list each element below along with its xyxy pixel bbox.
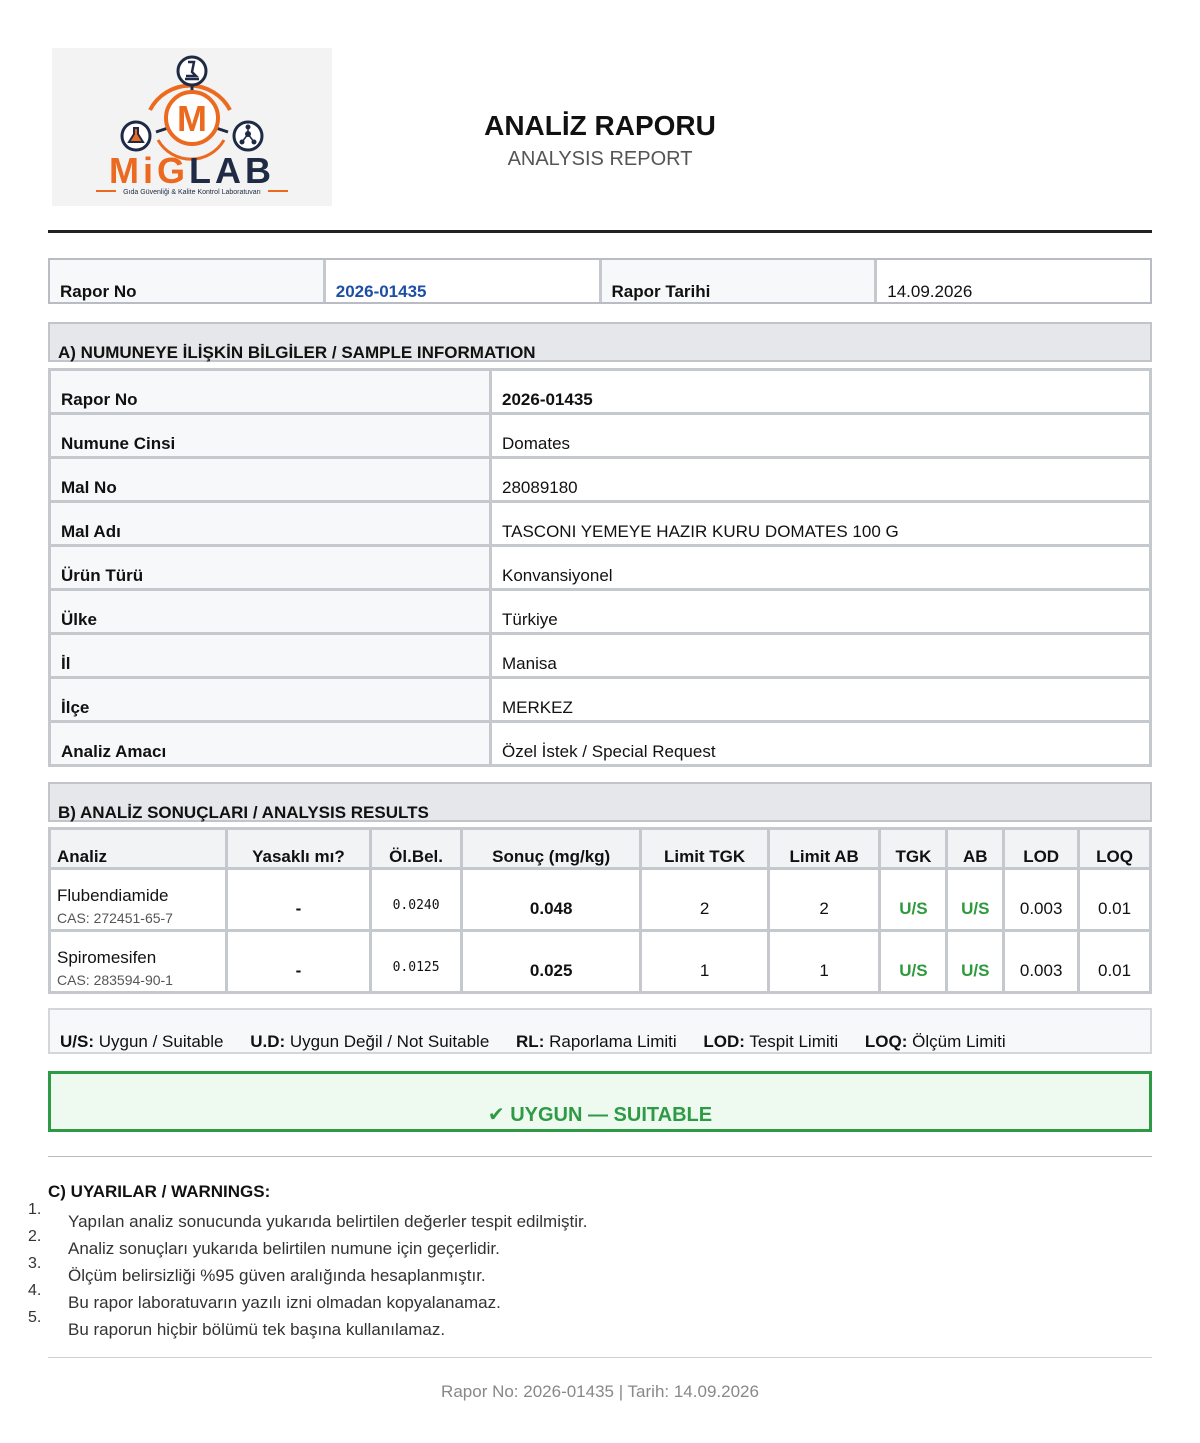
- col-header-ab: AB: [947, 829, 1004, 869]
- table-row: [50, 458, 1151, 502]
- table-row: [50, 414, 1151, 458]
- info-value: Konvansiyonel: [491, 546, 1151, 590]
- col-header-loq: LOQ: [1079, 829, 1151, 869]
- analyte-cell: [50, 931, 227, 993]
- col-header-analiz: Analiz: [50, 829, 227, 869]
- result-cell: 0.048: [462, 869, 641, 931]
- analyte-name: Spiromesifen: [57, 948, 157, 967]
- table-row: [50, 869, 1151, 931]
- lod-cell: 0.003: [1004, 931, 1079, 993]
- col-header-lod: LOD: [1004, 829, 1079, 869]
- legend-item: LOD: Tespit Limiti: [703, 1032, 839, 1051]
- info-value: MERKEZ: [491, 678, 1151, 722]
- banned-cell: -: [226, 931, 371, 993]
- limit-tgk-cell: 1: [641, 931, 769, 993]
- table-row: [50, 502, 1151, 546]
- logo-brand-text: MiGLAB: [109, 150, 275, 191]
- analyte-name: Flubendiamide: [57, 886, 169, 905]
- limit-ab-cell: 1: [768, 931, 880, 993]
- analyte-cas: CAS: 283594-90-1: [57, 972, 173, 988]
- section-divider: [48, 1156, 1152, 1157]
- report-info-row: [48, 258, 1152, 304]
- info-value: Özel İstek / Special Request: [491, 722, 1151, 766]
- logo-tagline: Gıda Güvenliği & Kalite Kontrol Laboratuvarı: [123, 189, 261, 196]
- report-title: ANALİZ RAPORU: [484, 110, 716, 141]
- legend-item: RL: Raporlama Limiti: [516, 1032, 677, 1051]
- ab-status-cell: U/S: [947, 869, 1004, 931]
- banned-cell: -: [226, 869, 371, 931]
- legend-item: LOQ: Ölçüm Limiti: [864, 1032, 1006, 1051]
- info-key: İlçe: [50, 678, 491, 722]
- legend-item: U/S: Uygun / Suitable: [60, 1032, 224, 1051]
- table-row: [50, 546, 1151, 590]
- footer-divider: [48, 1357, 1152, 1358]
- col-header-result: Sonuç (mg/kg): [462, 829, 641, 869]
- analysis-results-table: [48, 827, 1152, 994]
- report-date-label: Rapor Tarihi: [602, 260, 878, 302]
- info-key: Ürün Türü: [50, 546, 491, 590]
- limit-tgk-cell: 2: [641, 869, 769, 931]
- table-row: [50, 634, 1151, 678]
- col-header-banned: Yasaklı mı?: [226, 829, 371, 869]
- info-key: Numune Cinsi: [50, 414, 491, 458]
- uncertainty-cell: 0.0240: [371, 869, 462, 931]
- info-value: Manisa: [491, 634, 1151, 678]
- info-key: Rapor No: [50, 370, 491, 414]
- ab-status-cell: U/S: [947, 931, 1004, 993]
- tgk-status-cell: U/S: [880, 869, 947, 931]
- info-value: 2026-01435: [491, 370, 1151, 414]
- lod-cell: 0.003: [1004, 869, 1079, 931]
- info-value: Türkiye: [491, 590, 1151, 634]
- company-logo: [52, 48, 332, 206]
- report-no-value: 2026-01435: [326, 260, 602, 302]
- report-no-label: Rapor No: [50, 260, 326, 302]
- info-key: Mal Adı: [50, 502, 491, 546]
- loq-cell: 0.01: [1079, 931, 1151, 993]
- results-header-row: [50, 829, 1151, 869]
- tgk-status-cell: U/S: [880, 931, 947, 993]
- logo-letter: M: [177, 98, 207, 139]
- section-a-title: A) NUMUNEYE İLİŞKİN BİLGİLER / SAMPLE INFORMATION: [48, 322, 1152, 362]
- table-row: [50, 590, 1151, 634]
- info-value: Domates: [491, 414, 1151, 458]
- info-key: Analiz Amacı: [50, 722, 491, 766]
- report-date-value: 14.09.2026: [877, 260, 1150, 302]
- warnings-title: C) UYARILAR / WARNINGS:: [48, 1182, 271, 1201]
- loq-cell: 0.01: [1079, 869, 1151, 931]
- info-key: Ülke: [50, 590, 491, 634]
- table-row: [50, 678, 1151, 722]
- report-subtitle: ANALYSIS REPORT: [507, 148, 693, 170]
- page-footer: Rapor No: 2026-01435 | Tarih: 14.09.2026: [441, 1382, 759, 1401]
- analyte-cas: CAS: 272451-65-7: [57, 910, 173, 926]
- col-header-uncertainty: Öl.Bel.: [371, 829, 462, 869]
- info-value: TASCONI YEMEYE HAZIR KURU DOMATES 100 G: [491, 502, 1151, 546]
- legend-item: U.D: Uygun Değil / Not Suitable: [250, 1032, 490, 1051]
- info-key: Mal No: [50, 458, 491, 502]
- info-key: İl: [50, 634, 491, 678]
- header-divider: [48, 230, 1152, 233]
- result-cell: 0.025: [462, 931, 641, 993]
- uncertainty-cell: 0.0125: [371, 931, 462, 993]
- analyte-cell: [50, 869, 227, 931]
- miglab-logo-graphic: [52, 48, 332, 206]
- info-value: 28089180: [491, 458, 1151, 502]
- table-row: [50, 722, 1151, 766]
- table-row: [50, 370, 1151, 414]
- limit-ab-cell: 2: [768, 869, 880, 931]
- col-header-limit-tgk: Limit TGK: [641, 829, 769, 869]
- table-row: [50, 931, 1151, 993]
- verdict-banner: ✔ UYGUN — SUITABLE: [48, 1071, 1152, 1132]
- col-header-limit-ab: Limit AB: [768, 829, 880, 869]
- abbreviation-legend: [48, 1008, 1152, 1054]
- sample-info-table: [48, 368, 1152, 767]
- col-header-tgk: TGK: [880, 829, 947, 869]
- section-b-title: B) ANALİZ SONUÇLARI / ANALYSIS RESULTS: [48, 782, 1152, 822]
